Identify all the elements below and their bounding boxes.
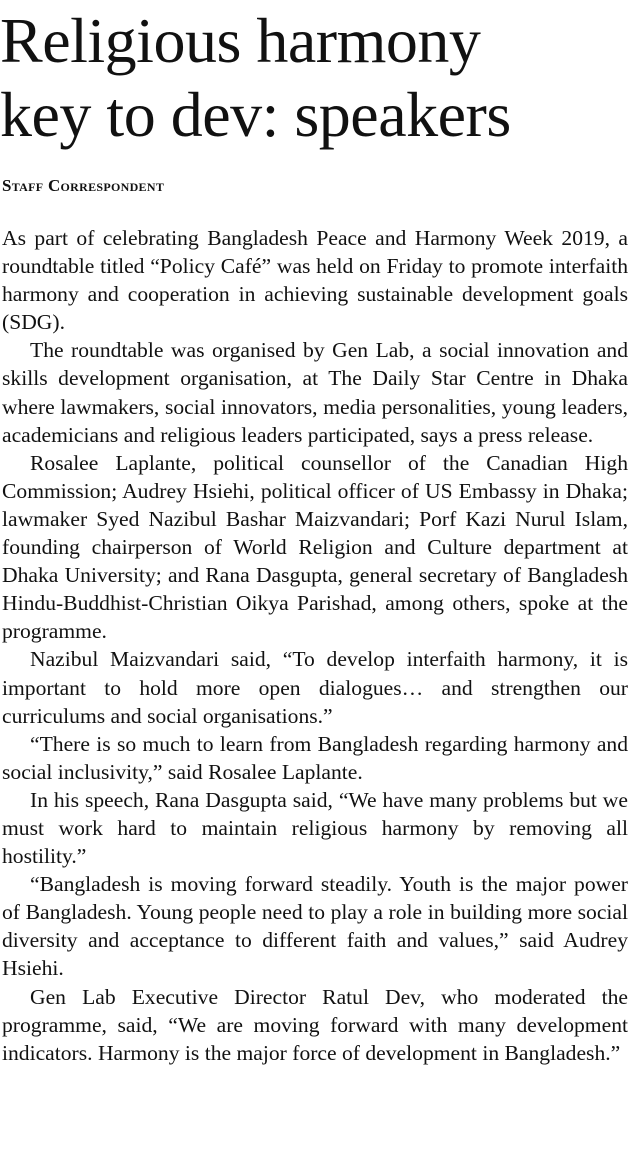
headline-line-1: Religious harmony xyxy=(0,5,481,76)
paragraph-2: The roundtable was organised by Gen Lab, a social innovation and skills development organisation, at The Daily Star Centre in Dhaka where lawmakers, social innovators, media personalities, young leaders, academicians and religious leaders participated, says a press release. xyxy=(2,338,628,447)
paragraph-3: Rosalee Laplante, political counsellor of the Canadian High Commission; Audrey Hsiehi, political officer of US Embassy in Dhaka; lawmaker Syed Nazibul Bashar Maizvandari; Porf Kazi Nurul Islam, founding chairperson of World Religion and Culture department at Dhaka University; and Rana Dasgupta, general secretary of Bangladesh Hindu-Buddhist-Christian Oikya Parishad, among others, spoke at the programme. xyxy=(2,450,628,644)
paragraph-8: Gen Lab Executive Director Ratul Dev, who moderated the programme, said, “We are moving forward with many development indicators. Harmony is the major force of development in Bangladesh.” xyxy=(2,984,628,1065)
headline-line-2: key to dev: speakers xyxy=(0,79,511,150)
headline xyxy=(0,4,629,152)
paragraph-4: Nazibul Maizvandari said, “To develop interfaith harmony, it is important to hold more open dialogues… and strengthen our curriculums and social organisations.” xyxy=(2,647,628,728)
paragraph-6: In his speech, Rana Dasgupta said, “We have many problems but we must work hard to maintain religious harmony by removing all hostility.” xyxy=(2,787,628,869)
article-body xyxy=(2,224,628,1067)
byline: Staff Correspondent xyxy=(2,176,165,195)
paragraph-5: “There is so much to learn from Bangladesh regarding harmony and social inclusivity,” said Rosalee Laplante. xyxy=(2,731,628,784)
paragraph-7: “Bangladesh is moving forward steadily. Youth is the major power of Bangladesh. Young people need to play a role in building more social diversity and acceptance to different faith and values,” said Audrey Hsiehi. xyxy=(2,872,628,981)
paragraph-1: As part of celebrating Bangladesh Peace and Harmony Week 2019, a roundtable titled “Policy Café” was held on Friday to promote interfaith harmony and cooperation in achieving sustainable development goals (SDG). xyxy=(2,226,628,335)
